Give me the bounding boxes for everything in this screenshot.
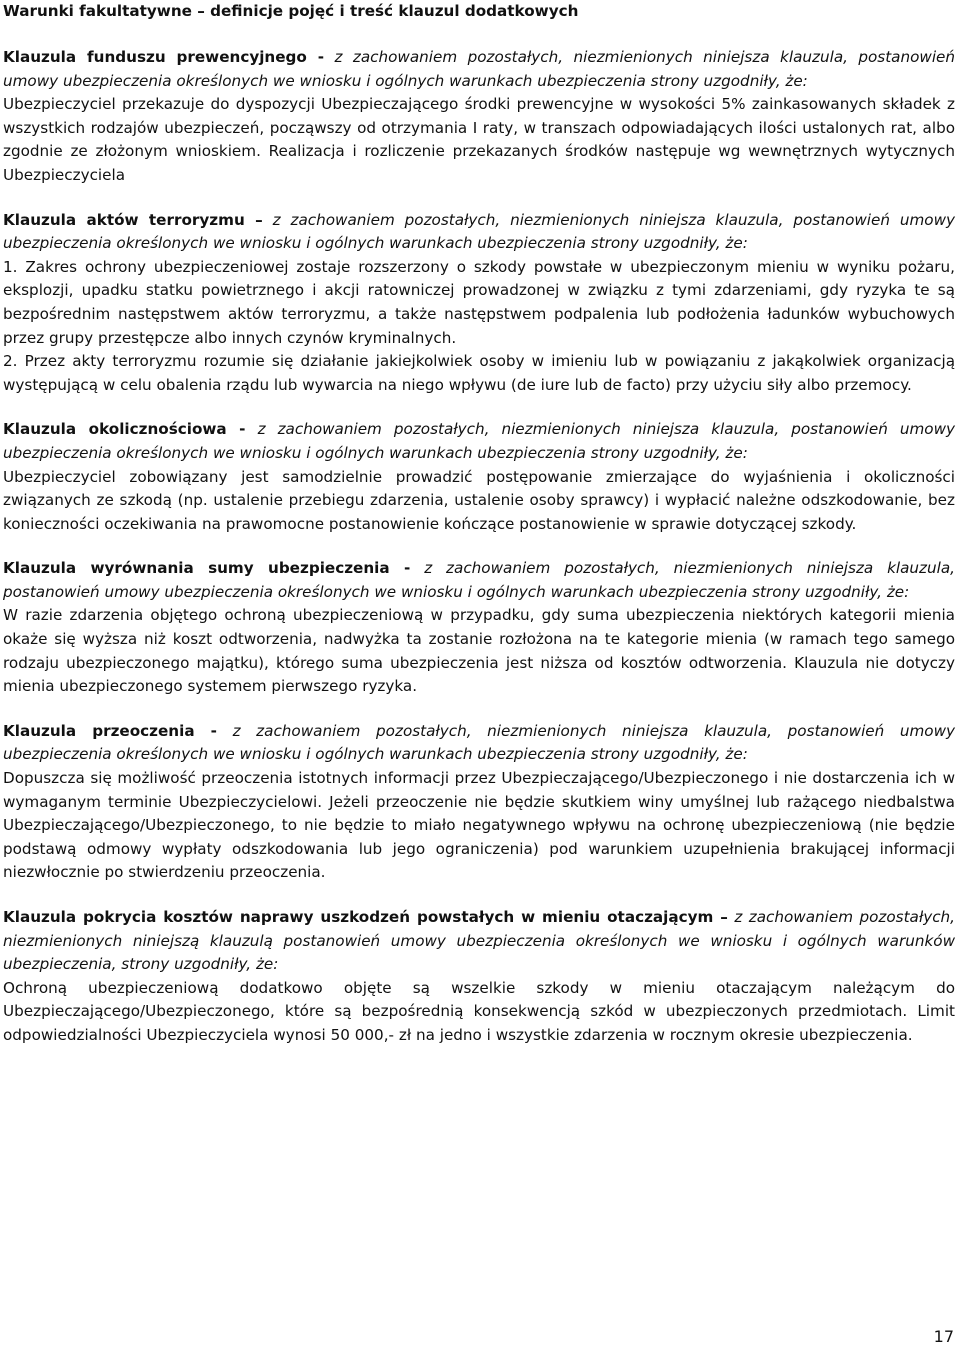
clause-title: Klauzula aktów terroryzmu – xyxy=(3,210,263,229)
clause-section xyxy=(3,418,955,536)
clause-title: Klauzula okolicznościowa - xyxy=(3,420,246,439)
clause-paragraph: W razie zdarzenia objętego ochroną ubezpieczeniową w przypadku, gdy suma ubezpieczenia niektórych kategorii mienia okaże się wyższa niż koszt odtworzenia, nadwyżka ta zostanie rozłożona na te kategorie mienia (w ramach tego samego rodzaju ubezpieczonego majątku), którego suma ubezpieczenia jest niższa od kosztów odtworzenia. Klauzula nie dotyczy mienia ubezpieczonego systemem pierwszego ryzyka. xyxy=(3,606,955,696)
clause-section xyxy=(3,557,955,699)
clause-section xyxy=(3,906,955,1048)
document-title: Warunki fakultatywne – definicje pojęć i treść klauzul dodatkowych xyxy=(3,2,579,20)
clause-paragraph: 1. Zakres ochrony ubezpieczeniowej zostaje rozszerzony o szkody powstałe w ubezpieczonym mieniu w wyniku pożaru, eksplozji, upadku statku powietrznego i akcji ratowniczej prowadzonej w związku z tymi zdarzeniami, gdy ryzyka te są bezpośrednim następstwem aktów terroryzmu, a także następstwem podpalenia lub podłożenia ładunków wybuchowych przez grupy przestępcze albo innych czynów kryminalnych. xyxy=(3,257,955,347)
clause-title: Klauzula wyrównania sumy ubezpieczenia - xyxy=(3,559,411,578)
clause-heading xyxy=(3,418,955,465)
clause-lead: z zachowaniem pozostałych, niezmienionych niniejsza klauzula, postanowień umowy ubezpieczenia określonych we wniosku i ogólnych warunkach ubezpieczenia strony uzgodniły, że: xyxy=(3,420,956,462)
clauses-list xyxy=(3,46,955,1048)
clause-title: Klauzula przeoczenia - xyxy=(3,721,217,740)
clause-paragraph: 2. Przez akty terroryzmu rozumie się działanie jakiejkolwiek osoby w imieniu lub w powiązaniu z jakąkolwiek organizacją występującą w celu obalenia rządu lub wywarcia na niego wpływu (de iure lub de facto) przy użyciu siły albo przemocy. xyxy=(3,352,955,394)
clause-lead: z zachowaniem pozostałych, niezmienionych niniejsza klauzula, postanowień umowy ubezpieczenia określonych we wniosku i ogólnych warunkach ubezpieczenia strony uzgodniły, że: xyxy=(3,721,955,764)
clause-heading xyxy=(3,720,955,767)
clause-lead: z zachowaniem pozostałych, niezmienionych niniejsza klauzula, postanowień umowy ubezpieczenia określonych we wniosku i ogólnych warunkach ubezpieczenia strony uzgodniły, że: xyxy=(3,559,956,601)
page-number: 17 xyxy=(933,1327,954,1346)
clause-paragraph: Ubezpieczyciel zobowiązany jest samodzielnie prowadzić postępowanie zmierzające do wyjaśnienia i okoliczności związanych ze szkodą (np. ustalenie przebiegu zdarzenia, ustalenie osoby sprawcy) i wypłacić należne odszkodowanie, bez konieczności oczekiwania na prawomocne postanowienie kończące postanowienie w sprawie dotyczącej szkody. xyxy=(3,467,955,533)
clause-heading xyxy=(3,557,955,604)
clause-heading xyxy=(3,209,955,256)
clause-section xyxy=(3,720,955,885)
clause-heading xyxy=(3,906,955,977)
clause-lead: z zachowaniem pozostałych, niezmienionych niniejsza klauzula, postanowień umowy ubezpieczenia określonych we wniosku i ogólnych warunkach ubezpieczenia strony uzgodniły, że: xyxy=(3,210,955,253)
clause-title: Klauzula pokrycia kosztów naprawy uszkodzeń powstałych w mieniu otaczającym – xyxy=(3,908,728,926)
clause-heading xyxy=(3,46,955,93)
clause-paragraph: Ubezpieczyciel przekazuje do dyspozycji Ubezpieczającego środki prewencyjne w wysokości 5% zainkasowanych składek z wszystkich rodzajów ubezpieczeń, począwszy od otrzymania I raty, w transzach odpowiadających ilości ustalonych rat, albo zgodnie ze złożonym wnioskiem. Realizacja i rozliczenie przekazanych środków następuje wg wewnętrznych wytycznych Ubezpieczyciela xyxy=(3,95,955,184)
clause-paragraph: Ochroną ubezpieczeniową dodatkowo objęte są wszelkie szkody w mieniu otaczającym należącym do Ubezpieczającego/Ubezpieczonego, które są bezpośrednią konsekwencją szkód w ubezpieczonych przedmiotach. Limit odpowiedzialności Ubezpieczyciela wynosi 50 000,- zł na jedno i wszystkie zdarzenia w rocznym okresie ubezpieczenia. xyxy=(3,978,955,1044)
clause-lead: z zachowaniem pozostałych, niezmienionych niniejsza klauzula, postanowień umowy ubezpieczenia określonych we wniosku i ogólnych warunkach ubezpieczenia strony uzgodniły, że: xyxy=(3,48,956,90)
clause-paragraph: Dopuszcza się możliwość przeoczenia istotnych informacji przez Ubezpieczającego/Ubezpieczonego i nie dostarczenia ich w wymaganym terminie Ubezpieczycielowi. Jeżeli przeoczenie nie będzie skutkiem winy umyślnej lub rażącego niedbalstwa Ubezpieczającego/Ubezpieczonego, to nie będzie to miało negatywnego wpływu na ochronę ubezpieczeniową (nie będzie podstawą odmowy wypłaty odszkodowania lub jego ograniczenia) pod warunkiem uzupełnienia brakującej informacji niezwłocznie po stwierdzeniu przeoczenia. xyxy=(3,769,955,882)
clause-section xyxy=(3,46,955,188)
document-page xyxy=(3,0,955,1048)
clause-lead: z zachowaniem pozostałych, niezmienionych niniejszą klauzulą postanowień umowy ubezpieczenia określonych we wniosku i ogólnych warunków ubezpieczenia, strony uzgodniły, że: xyxy=(3,908,955,974)
clause-section xyxy=(3,209,955,398)
clause-title: Klauzula funduszu prewencyjnego - xyxy=(3,48,325,66)
